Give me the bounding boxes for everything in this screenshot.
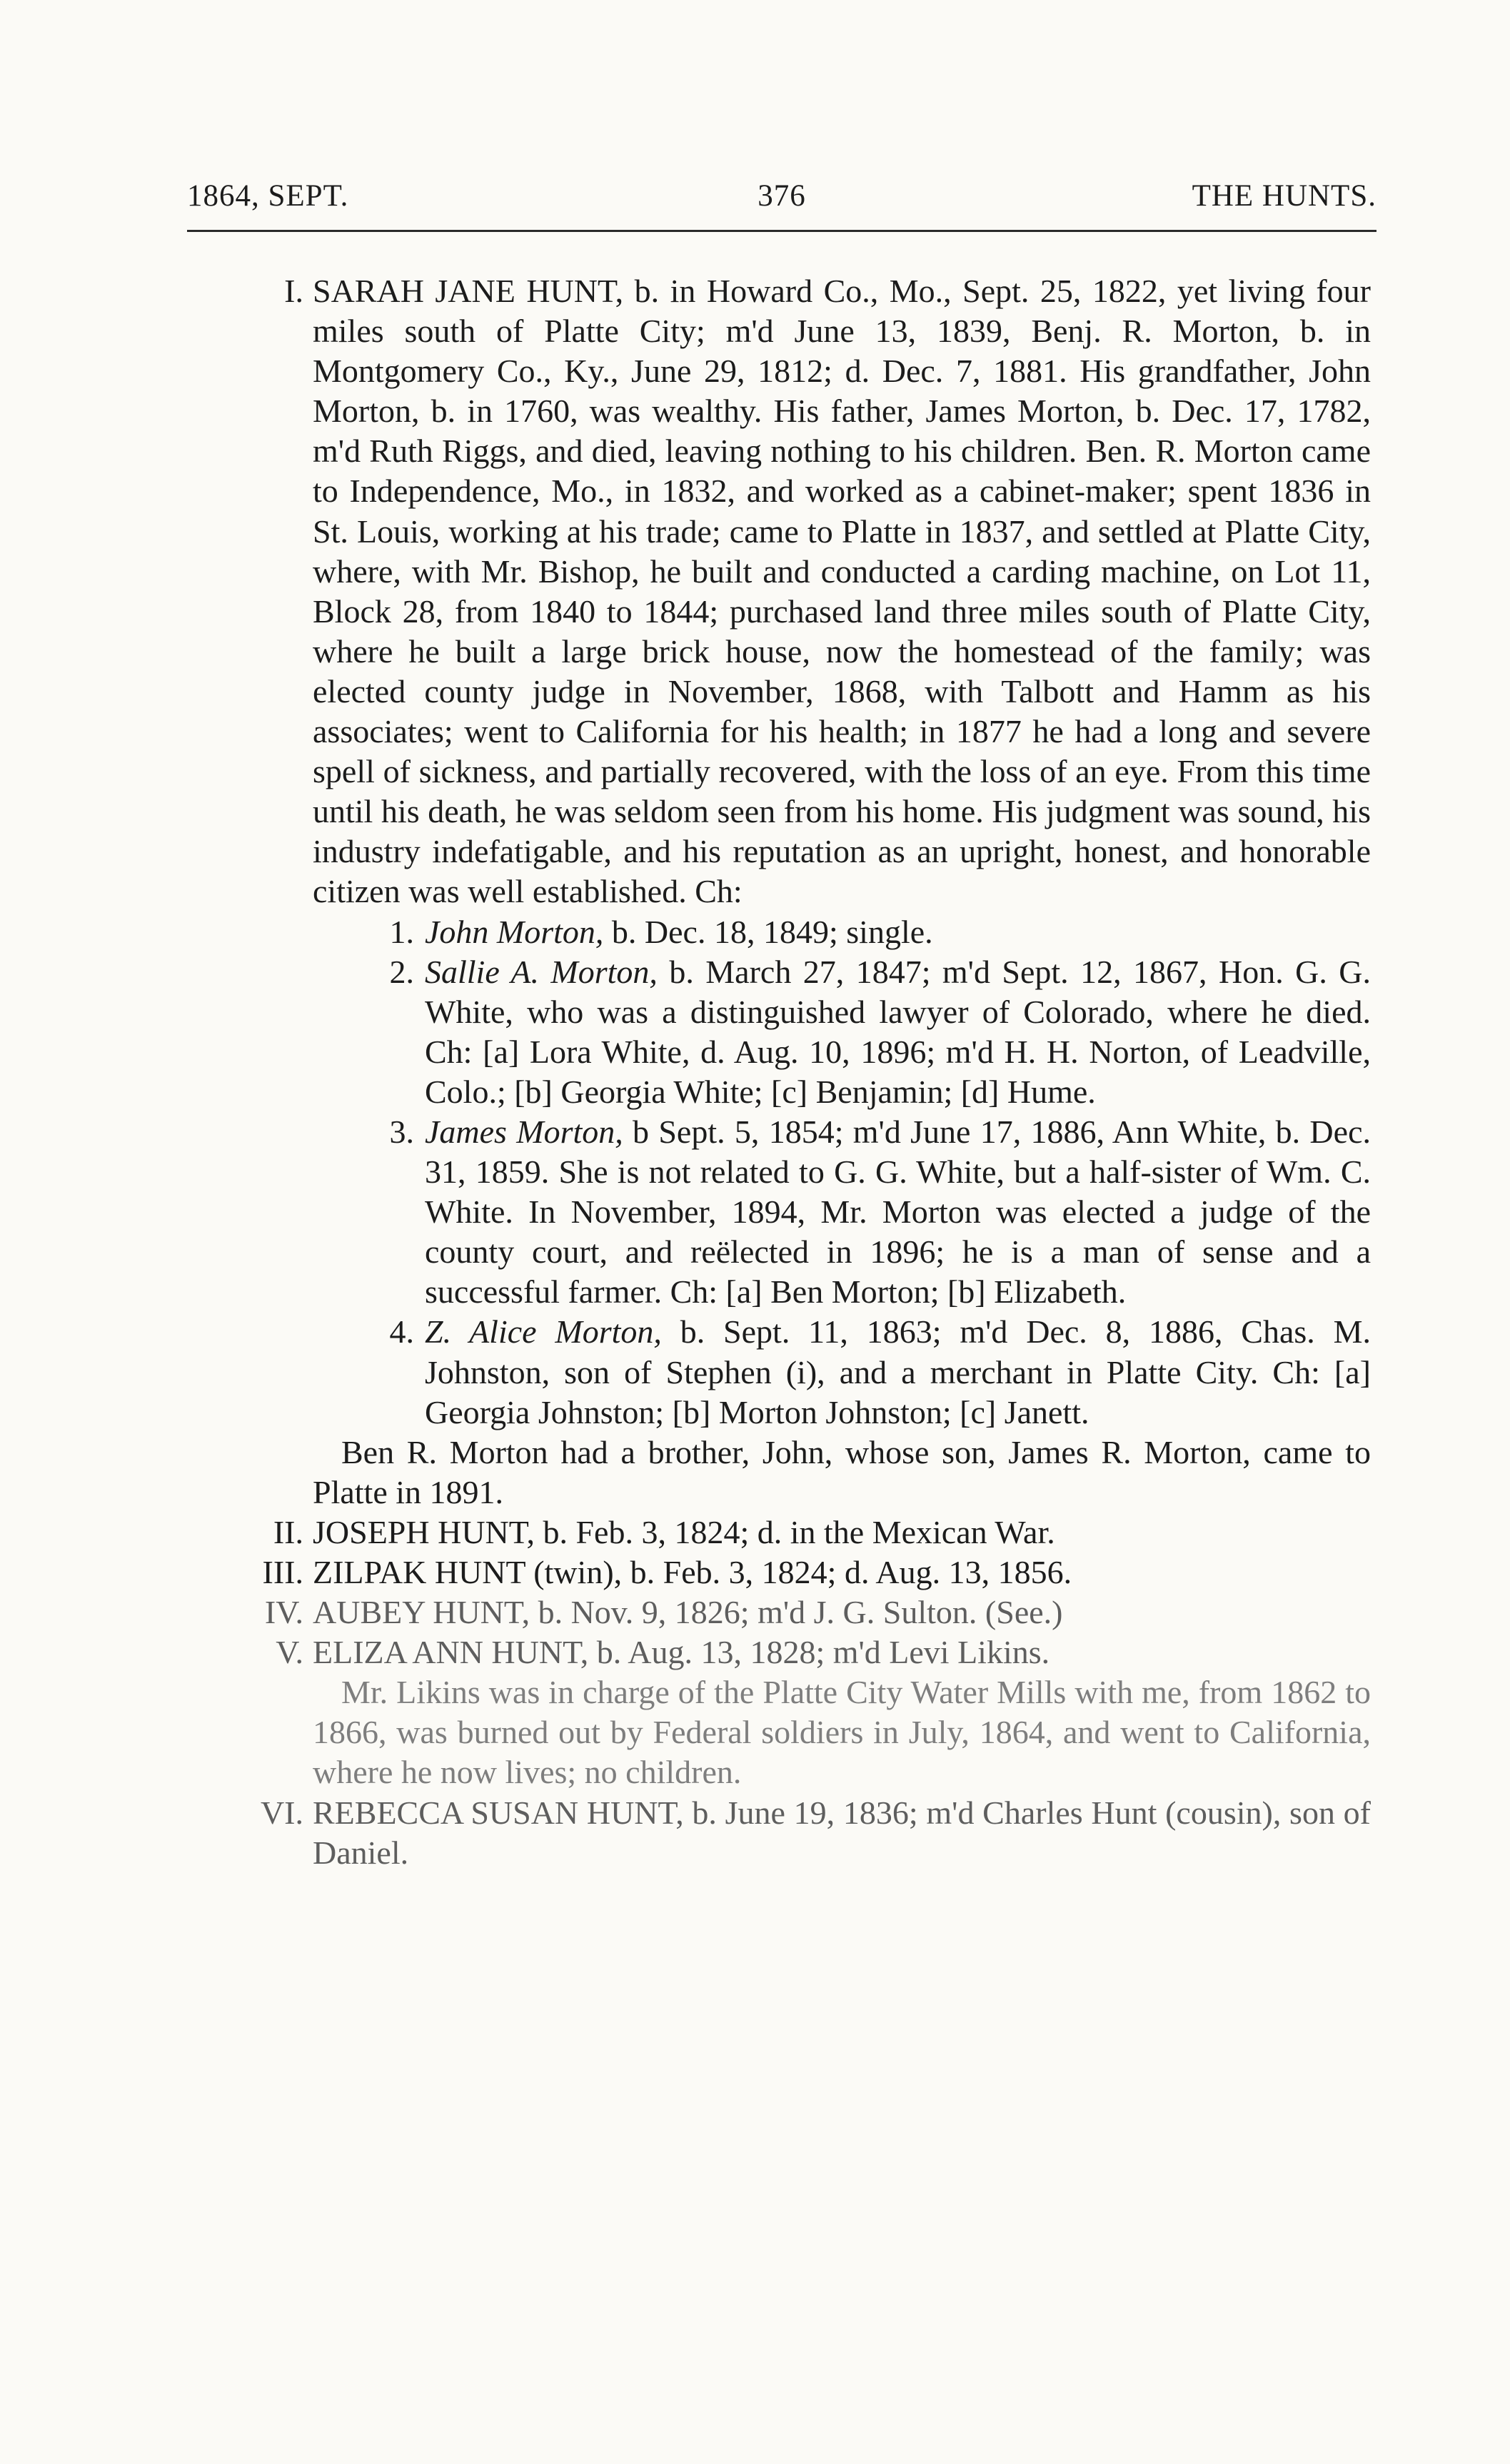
child-number: 3. [389,1113,414,1150]
child-entry [178,1312,1371,1432]
entry-text: REBECCA SUSAN HUNT, b. June 19, 1836; m'd Charles Hunt (cousin), son of Daniel. [313,1794,1371,1871]
running-header [187,178,1376,221]
page-number: 376 [757,179,806,213]
child-text: b. Sept. 11, 1863; m'd Dec. 8, 1886, Chas. M. Johnston, son of Stephen (i), and a merchant in Platte City. Ch: [a] Georgia Johnston; [b] Morton Johnston; [c] Janett. [425,1313,1371,1430]
entry-numeral: V. [276,1634,303,1671]
entry-zilpak-hunt [178,1552,1371,1592]
child-name: John Morton, [425,913,604,950]
entry-numeral: II. [273,1513,303,1550]
child-number: 1. [389,913,414,950]
child-entry [178,912,1371,952]
entry-eliza-ann-hunt [178,1632,1371,1672]
entry-text: AUBEY HUNT, b. Nov. 9, 1826; m'd J. G. Sulton. (See.) [313,1594,1063,1631]
entry-text: ELIZA ANN HUNT, b. Aug. 13, 1828; m'd Levi Likins. [313,1634,1050,1671]
child-number: 4. [389,1313,414,1350]
entry-text: JOSEPH HUNT, b. Feb. 3, 1824; d. in the Mexican War. [313,1513,1055,1550]
entry-aubey-hunt [178,1592,1371,1632]
entry-text: ZILPAK HUNT (twin), b. Feb. 3, 1824; d. Aug. 13, 1856. [313,1554,1072,1590]
entry-text: SARAH JANE HUNT, b. in Howard Co., Mo., Sept. 25, 1822, yet living four miles south of Platte City; m'd June 13, 1839, Benj. R. Morton, b. in Montgomery Co., Ky., June 29, 1812; d. Dec. 7, 1881. His grandfather, John Morton, b. in 1760, was wealthy. His father, James Morton, b. Dec. 17, 1782, m'd Ruth Riggs, and died, leaving nothing to his children. Ben. R. Morton came to Independence, Mo., in 1832, and worked as a cabinet-maker; spent 1836 in St. Louis, working at his trade; came to Platte in 1837, and settled at Platte City, where, with Mr. Bishop, he built and conducted a carding machine, on Lot 11, Block 28, from 1840 to 1844; purchased land three miles south of Platte City, where he built a large brick house, now the homestead of the family; was elected county judge in November, 1868, with Talbott and Hamm as his associates; went to California for his health; in 1877 he had a long and severe spell of sickness, and partially recovered, with the loss of an eye. From this time until his death, he was seldom seen from his home. His judgment was sound, his industry indefatigable, and his reputation as an upright, honest, and honorable citizen was well established. Ch: [313,273,1371,910]
entry-numeral: IV. [264,1594,303,1631]
entry-rebecca-susan-hunt [178,1793,1371,1873]
child-text: b Sept. 5, 1854; m'd June 17, 1886, Ann White, b. Dec. 31, 1859. She is not related to G. G. White, but a half-sister of Wm. C. White. In November, 1894, Mr. Morton was elected a judge of the county court, and reëlected in 1896; he is a man of sense and a successful farmer. Ch: [a] Ben Morton; [b] Elizabeth. [425,1113,1371,1311]
child-name: Sallie A. Morton, [425,953,658,990]
header-title: THE HUNTS. [1192,179,1376,213]
entry-numeral: VI. [260,1794,303,1831]
child-entry [178,1112,1371,1312]
entry-numeral: I. [284,273,303,309]
morton-note: Ben R. Morton had a brother, John, whose son, James R. Morton, came to Platte in 1891. [313,1433,1371,1510]
child-name: Z. Alice Morton, [425,1313,662,1350]
child-text: b. Dec. 18, 1849; single. [603,913,933,950]
likins-note: Mr. Likins was in charge of the Platte City Water Mills with me, from 1862 to 1866, was burned out by Federal soldiers in July, 1864, and went to California, where he now lives; no children. [313,1674,1371,1791]
entry-numeral: III. [262,1554,303,1590]
child-entry [178,952,1371,1112]
page-body [178,271,1371,1873]
child-number: 2. [389,953,414,990]
child-name: James Morton, [425,1113,623,1150]
entry-sarah-jane-hunt [178,271,1371,912]
child-text: b. March 27, 1847; m'd Sept. 12, 1867, Hon. G. G. White, who was a distinguished lawyer of Colorado, where he died. Ch: [a] Lora White, d. Aug. 10, 1896; m'd H. H. Norton, of Leadville, Colo.; [b] Georgia White; [c] Benjamin; [d] Hume. [425,953,1371,1110]
header-date: 1864, SEPT. [187,179,349,213]
entry-joseph-hunt [178,1513,1371,1552]
header-rule [187,230,1376,232]
